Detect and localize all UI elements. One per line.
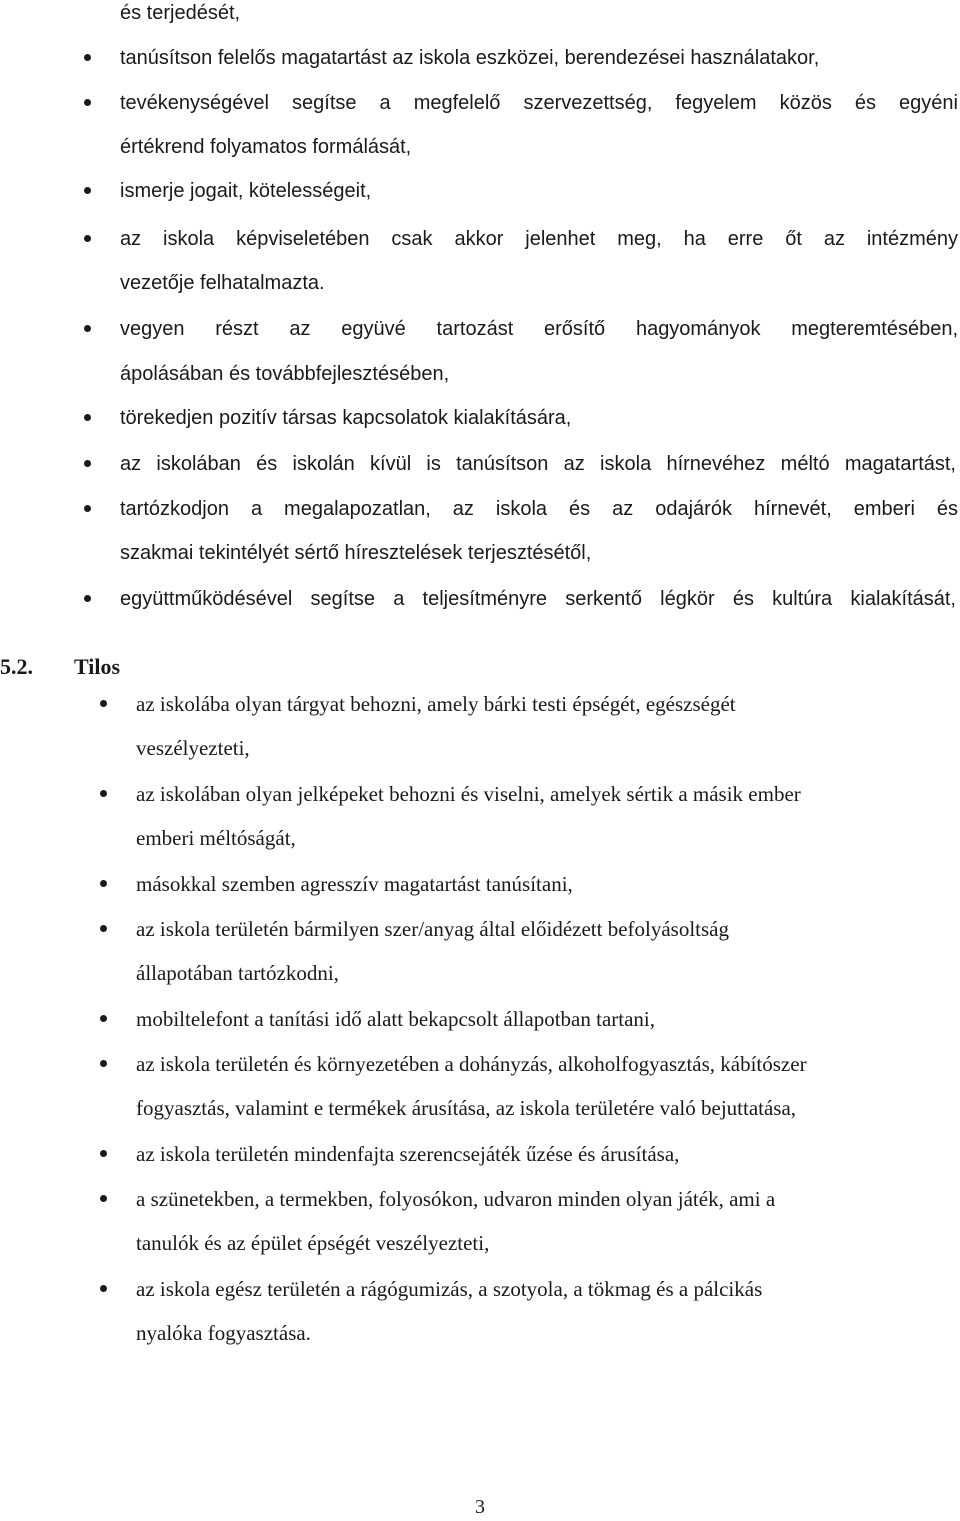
list-item: másokkal szemben agresszív magatartást tanúsítani,	[136, 872, 573, 896]
list-item-continuation: nyalóka fogyasztása.	[136, 1321, 311, 1345]
list-item-continuation: emberi méltóságát,	[136, 826, 296, 850]
list-item-continuation: állapotában tartózkodni,	[136, 961, 339, 985]
bullet-icon	[84, 99, 91, 106]
list-item: tevékenységével segítse a megfelelő szervezettség, fegyelem közös és egyéni	[120, 92, 958, 114]
list-item-continuation: értékrend folyamatos formálását,	[120, 136, 412, 158]
list-item: az iskolában és iskolán kívül is tanúsítson az iskola hírnevéhez méltó magatartást,	[120, 453, 956, 475]
bullet-icon	[100, 700, 107, 707]
list-item-continuation: veszélyezteti,	[136, 736, 250, 760]
bullet-icon	[84, 505, 91, 512]
list-item-continuation: fogyasztás, valamint e termékek árusítása, az iskola területére való bejuttatása,	[136, 1096, 797, 1120]
list-item: az iskola területén és környezetében a dohányzás, alkoholfogyasztás, kábítószer	[136, 1052, 807, 1076]
list-item: vegyen részt az együvé tartozást erősítő hagyományok megteremtésében,	[120, 318, 958, 340]
bullet-icon	[84, 325, 91, 332]
bullet-icon	[100, 1060, 107, 1067]
list-item: együttműködésével segítse a teljesítményre serkentő légkör és kultúra kialakítását,	[120, 588, 956, 610]
list-item-continuation: vezetője felhatalmazta.	[120, 272, 325, 294]
list-item: az iskola területén bármilyen szer/anyag által előidézett befolyásoltság	[136, 917, 730, 941]
bullet-icon	[100, 1150, 107, 1157]
bullet-icon	[84, 595, 91, 602]
list-item: törekedjen pozitív társas kapcsolatok kialakítására,	[120, 407, 572, 429]
bullet-icon	[100, 790, 107, 797]
bullet-icon	[84, 187, 91, 194]
bullet-icon	[84, 460, 91, 467]
list-item: ismerje jogait, kötelességeit,	[120, 180, 372, 202]
section-title: Tilos	[74, 654, 121, 679]
list-item: az iskola egész területén a rágógumizás, a szotyola, a tökmag és a pálcikás	[136, 1277, 763, 1301]
bullet-icon	[100, 880, 107, 887]
list-item: az iskola területén mindenfajta szerencsejáték űzése és árusítása,	[136, 1142, 680, 1166]
page-number: 3	[475, 1496, 485, 1518]
list-item: az iskolába olyan tárgyat behozni, amely bárki testi épségét, egészségét	[136, 692, 736, 716]
bullet-icon	[84, 414, 91, 421]
list-item-continuation: és terjedését,	[120, 2, 241, 24]
list-item-continuation: tanulók és az épület épségét veszélyezteti,	[136, 1231, 490, 1255]
list-item: tanúsítson felelős magatartást az iskola eszközei, berendezései használatakor,	[120, 47, 820, 69]
list-item-continuation: szakmai tekintélyét sértő híresztelések terjesztésétől,	[120, 542, 592, 564]
bullet-icon	[100, 1015, 107, 1022]
bullet-icon	[84, 235, 91, 242]
bullet-icon	[100, 1195, 107, 1202]
bullet-icon	[100, 925, 107, 932]
list-item: a szünetekben, a termekben, folyosókon, udvaron minden olyan játék, ami a	[136, 1187, 776, 1211]
list-item: az iskolában olyan jelképeket behozni és viselni, amelyek sértik a másik ember	[136, 782, 801, 806]
section-number: 5.2.	[0, 654, 33, 679]
bullet-icon	[100, 1285, 107, 1292]
list-item: az iskola képviseletében csak akkor jelenhet meg, ha erre őt az intézmény	[120, 228, 958, 250]
list-item: mobiltelefont a tanítási idő alatt bekapcsolt állapotban tartani,	[136, 1007, 656, 1031]
list-item: tartózkodjon a megalapozatlan, az iskola és az odajárók hírnevét, emberi és	[120, 498, 958, 520]
list-item-continuation: ápolásában és továbbfejlesztésében,	[120, 363, 450, 385]
bullet-icon	[84, 54, 91, 61]
